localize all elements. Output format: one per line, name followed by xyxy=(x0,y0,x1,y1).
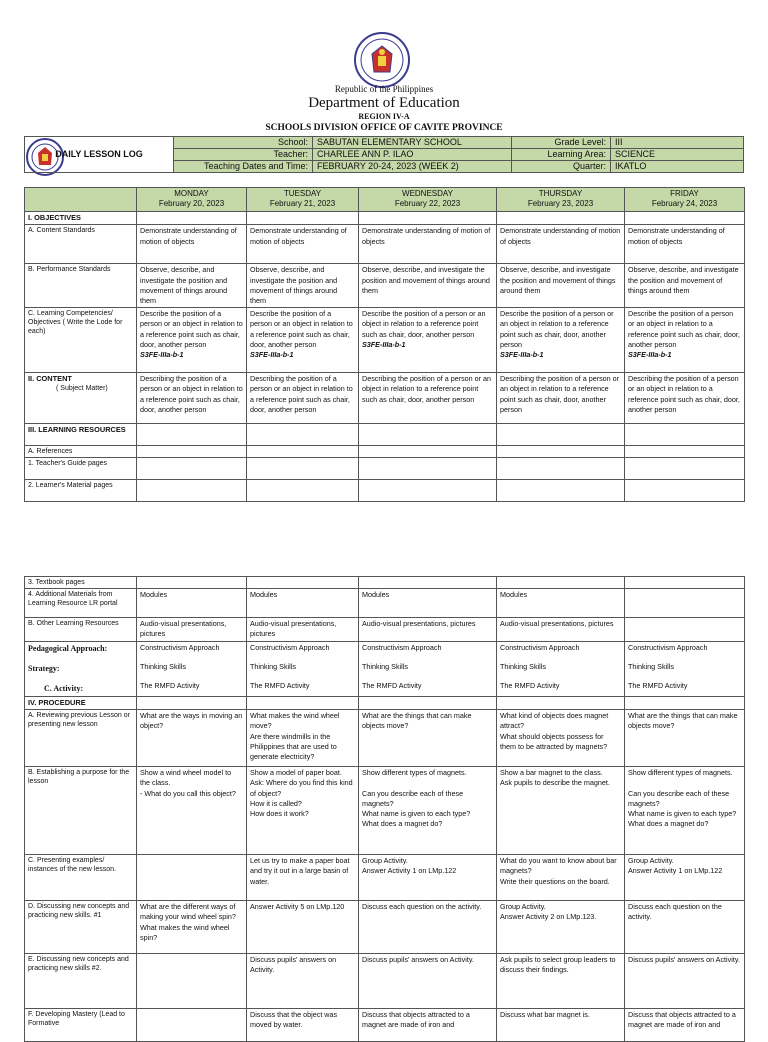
table-cell: What are the different ways of making your wind wheel spin? What makes the wind wheel spin? xyxy=(137,901,247,954)
republic-heading: Republic of the Philippines xyxy=(334,84,434,94)
learning-resources-label: III. LEARNING RESOURCES xyxy=(25,424,137,446)
objectives-row xyxy=(25,211,745,225)
table-cell: Constructivism Approach Thinking Skills The RMFD Activity xyxy=(137,641,247,696)
day-header-thursday: THURSDAY February 23, 2023 xyxy=(497,188,625,212)
table-cell: Show a wind wheel model to the class. - What do you call this object? xyxy=(137,767,247,855)
daily-lesson-log-title: DAILY LESSON LOG xyxy=(25,137,174,173)
table-cell: Observe, describe, and investigate the position and movement of things around them xyxy=(625,264,745,308)
competency-code: S3FE-IIIa-b-1 xyxy=(628,350,672,360)
table-cell: Audio-visual presentations, pictures xyxy=(137,618,247,641)
table-cell: Show different types of magnets. Can you describe each of these magnets? What name is given to each type? What does a magnet do? xyxy=(625,767,745,855)
procedure-row xyxy=(25,696,745,710)
teacher-value: CHARLEE ANN P. ILAO xyxy=(313,149,512,161)
proc-f-row xyxy=(25,1009,745,1042)
competencies-label: C. Learning Competencies/ Objectives ( Write the Lode for each) xyxy=(25,308,137,373)
quarter-label: Quarter: xyxy=(512,161,611,173)
table-cell: What are the things that can make objects move? xyxy=(359,710,497,767)
table-cell: Show different types of magnets. Can you describe each of these magnets? What name is given to each type? What does a magnet do? xyxy=(359,767,497,855)
day-header-tuesday: TUESDAY February 21, 2023 xyxy=(247,188,359,212)
day-header-monday: MONDAY February 20, 2023 xyxy=(137,188,247,212)
table-cell: Observe, describe, and investigate the position and movement of things around them xyxy=(137,264,247,308)
proc-e-label: E. Discussing new concepts and practicing new skills #2. xyxy=(25,954,137,1009)
table-cell: Audio-visual presentations, pictures xyxy=(247,618,359,641)
deped-seal-icon xyxy=(354,32,410,88)
table-cell: Discuss pupils' answers on Activity. xyxy=(625,954,745,1009)
table-cell: Discuss each question on the activity. xyxy=(359,901,497,954)
table-cell: What are the ways in moving an object? xyxy=(137,710,247,767)
table-cell: Discuss pupils' answers on Activity. xyxy=(247,954,359,1009)
table-cell: Constructivism Approach Thinking Skills The RMFD Activity xyxy=(625,641,745,696)
department-heading: Department of Education xyxy=(308,95,460,111)
table-cell: What makes the wind wheel move? Are there windmills in the Philippines that are used to generate electricity? xyxy=(247,710,359,767)
competency-code: S3FE-IIIa-b-1 xyxy=(250,350,294,360)
proc-b-label: B. Establishing a purpose for the lesson xyxy=(25,767,137,855)
table-cell: Describe the position of a person or an object in relation to a reference point such as chair, door, another person S3FE-IIIa-b-1 xyxy=(625,308,745,373)
references-label: A. References xyxy=(25,446,137,458)
teachers-guide-row xyxy=(25,458,745,480)
table-cell: Audio-visual presentations, pictures xyxy=(359,618,497,641)
textbook-label: 3. Textbook pages xyxy=(25,577,137,589)
approach-row xyxy=(25,641,745,696)
region-heading: REGION IV-A xyxy=(358,112,410,121)
table-cell: Describe the position of a person or an object in relation to a reference point such as chair, door, another person S3FE-IIIa-b-1 xyxy=(137,308,247,373)
additional-materials-label: 4. Additional Materials from Learning Resource LR portal xyxy=(25,589,137,618)
other-resources-label: B. Other Learning Resources xyxy=(25,618,137,641)
lesson-info-table xyxy=(24,136,744,173)
table-cell: Observe, describe, and investigate the position and movement of things around them xyxy=(497,264,625,308)
table-cell: Describing the position of a person or an object in relation to a reference point such as chair, door, another person xyxy=(497,373,625,424)
table-cell: Discuss what bar magnet is. xyxy=(497,1009,625,1042)
day-header-wednesday: WEDNESDAY February 22, 2023 xyxy=(359,188,497,212)
content-label: II. CONTENT ( Subject Matter) xyxy=(25,373,137,424)
table-cell xyxy=(625,589,745,618)
table-cell: Constructivism Approach Thinking Skills The RMFD Activity xyxy=(247,641,359,696)
table-cell: Observe, describe, and investigate the position and movement of things around them xyxy=(247,264,359,308)
dates-label: Teaching Dates and Time: xyxy=(174,161,313,173)
content-row xyxy=(25,373,745,424)
table-cell: Ask pupils to select group leaders to discuss their findings. xyxy=(497,954,625,1009)
table-cell: Describing the position of a person or an object in relation to a reference point such as chair, door, another person xyxy=(247,373,359,424)
performance-standards-row xyxy=(25,264,745,308)
table-cell: Demonstrate understanding of motion of objects xyxy=(137,225,247,264)
table-cell: Demonstrate understanding of motion of objects xyxy=(359,225,497,264)
grade-value: III xyxy=(611,137,744,149)
school-value: SABUTAN ELEMENTARY SCHOOL xyxy=(313,137,512,149)
table-cell: Answer Activity 5 on LMp.120 xyxy=(247,901,359,954)
table-cell: Demonstrate understanding of motion of objects xyxy=(625,225,745,264)
competency-code: S3FE-IIIa-b-1 xyxy=(500,350,544,360)
competency-code: S3FE-IIIa-b-1 xyxy=(140,350,184,360)
table-cell: Demonstrate understanding of motion of objects xyxy=(247,225,359,264)
table-cell: Discuss each question on the activity. xyxy=(625,901,745,954)
learners-material-row xyxy=(25,480,745,502)
teachers-guide-label: 1. Teacher's Guide pages xyxy=(25,458,137,480)
table-cell: Show a bar magnet to the class. Ask pupils to describe the magnet. xyxy=(497,767,625,855)
performance-standards-label: B. Performance Standards xyxy=(25,264,137,308)
table-cell: Describe the position of a person or an object in relation to a reference point such as chair, door, another person S3FE-IIIa-b-1 xyxy=(247,308,359,373)
content-standards-row xyxy=(25,225,745,264)
blank-header-cell xyxy=(25,188,137,212)
proc-b-row xyxy=(25,767,745,855)
proc-e-row xyxy=(25,954,745,1009)
grade-label: Grade Level: xyxy=(512,137,611,149)
table-cell: Modules xyxy=(137,589,247,618)
table-cell: Group Activity. Answer Activity 2 on LMp.123. xyxy=(497,901,625,954)
proc-f-label: F. Developing Mastery (Lead to Formative xyxy=(25,1009,137,1042)
table-cell: Show a model of paper boat. Ask: Where do you find this kind of object? How it is called? How does it work? xyxy=(247,767,359,855)
proc-d-label: D. Discussing new concepts and practicing new skills. #1 xyxy=(25,901,137,954)
table-cell: Observe, describe, and investigate the position and movement of things around them xyxy=(359,264,497,308)
table-cell: Group Activity. Answer Activity 1 on LMp.122 xyxy=(625,855,745,901)
day-header-row xyxy=(25,188,745,212)
teacher-label: Teacher: xyxy=(174,149,313,161)
table-cell: Discuss that the object was moved by water. xyxy=(247,1009,359,1042)
table-cell: Describing the position of a person or an object in relation to a reference point such as chair, door, another person xyxy=(137,373,247,424)
table-cell: What do you want to know about bar magnets? Write their questions on the board. xyxy=(497,855,625,901)
table-cell: Describe the position of a person or an object in relation to a reference point such as chair, door, another person S3FE-IIIa-b-1 xyxy=(359,308,497,373)
table-cell: Modules xyxy=(359,589,497,618)
proc-a-row xyxy=(25,710,745,767)
day-header-friday: FRIDAY February 24, 2023 xyxy=(625,188,745,212)
learners-material-label: 2. Learner's Material pages xyxy=(25,480,137,502)
proc-c-row xyxy=(25,855,745,901)
table-cell: Discuss pupils' answers on Activity. xyxy=(359,954,497,1009)
school-label: School: xyxy=(174,137,313,149)
area-label: Learning Area: xyxy=(512,149,611,161)
table-cell: Let us try to make a paper boat and try it out in a large basin of water. xyxy=(247,855,359,901)
table-cell: Demonstrate understanding of motion of objects xyxy=(497,225,625,264)
approach-label: Pedagogical Approach: Strategy: C. Activity: xyxy=(25,641,137,696)
table-cell: Discuss that objects attracted to a magnet are made of iron and xyxy=(359,1009,497,1042)
procedure-label: IV. PROCEDURE xyxy=(25,696,137,710)
content-standards-label: A. Content Standards xyxy=(25,225,137,264)
proc-d-row xyxy=(25,901,745,954)
lesson-plan-table-2 xyxy=(24,576,745,1042)
references-row xyxy=(25,446,745,458)
table-cell: Describing the position of a person or an object in relation to a reference point such as chair, door, another person xyxy=(359,373,497,424)
other-resources-row xyxy=(25,618,745,641)
table-cell: Modules xyxy=(247,589,359,618)
table-cell xyxy=(137,855,247,901)
division-heading: SCHOOLS DIVISION OFFICE OF CAVITE PROVINCE xyxy=(265,123,503,133)
lesson-plan-table-1 xyxy=(24,187,745,502)
area-value: SCIENCE xyxy=(611,149,744,161)
table-cell: Constructivism Approach Thinking Skills The RMFD Activity xyxy=(359,641,497,696)
table-cell: Describe the position of a person or an object in relation to a reference point such as chair, door, another person S3FE-IIIa-b-1 xyxy=(497,308,625,373)
objectives-label: I. OBJECTIVES xyxy=(25,211,137,225)
table-cell xyxy=(137,954,247,1009)
competency-code: S3FE-IIIa-b-1 xyxy=(362,339,406,349)
table-cell xyxy=(137,1009,247,1042)
table-cell: Discuss that objects attracted to a magnet are made of iron and xyxy=(625,1009,745,1042)
dates-value: FEBRUARY 20-24, 2023 (WEEK 2) xyxy=(313,161,512,173)
competencies-row xyxy=(25,308,745,373)
table-cell: Audio-visual presentations, pictures xyxy=(497,618,625,641)
table-cell: Modules xyxy=(497,589,625,618)
table-cell: What are the things that can make objects move? xyxy=(625,710,745,767)
table-cell: Group Activity. Answer Activity 1 on LMp.122 xyxy=(359,855,497,901)
table-cell: What kind of objects does magnet attract? What should objects possess for them to be attracted by magnets? xyxy=(497,710,625,767)
proc-c-label: C. Presenting examples/ instances of the new lesson. xyxy=(25,855,137,901)
table-cell: Describing the position of a person or an object in relation to a reference point such as chair, door, another person xyxy=(625,373,745,424)
table-cell: Constructivism Approach Thinking Skills The RMFD Activity xyxy=(497,641,625,696)
learning-resources-row xyxy=(25,424,745,446)
textbook-row xyxy=(25,577,745,589)
proc-a-label: A. Reviewing previous Lesson or presenting new lesson xyxy=(25,710,137,767)
table-cell xyxy=(625,618,745,641)
quarter-value: IKATLO xyxy=(611,161,744,173)
additional-materials-row xyxy=(25,589,745,618)
